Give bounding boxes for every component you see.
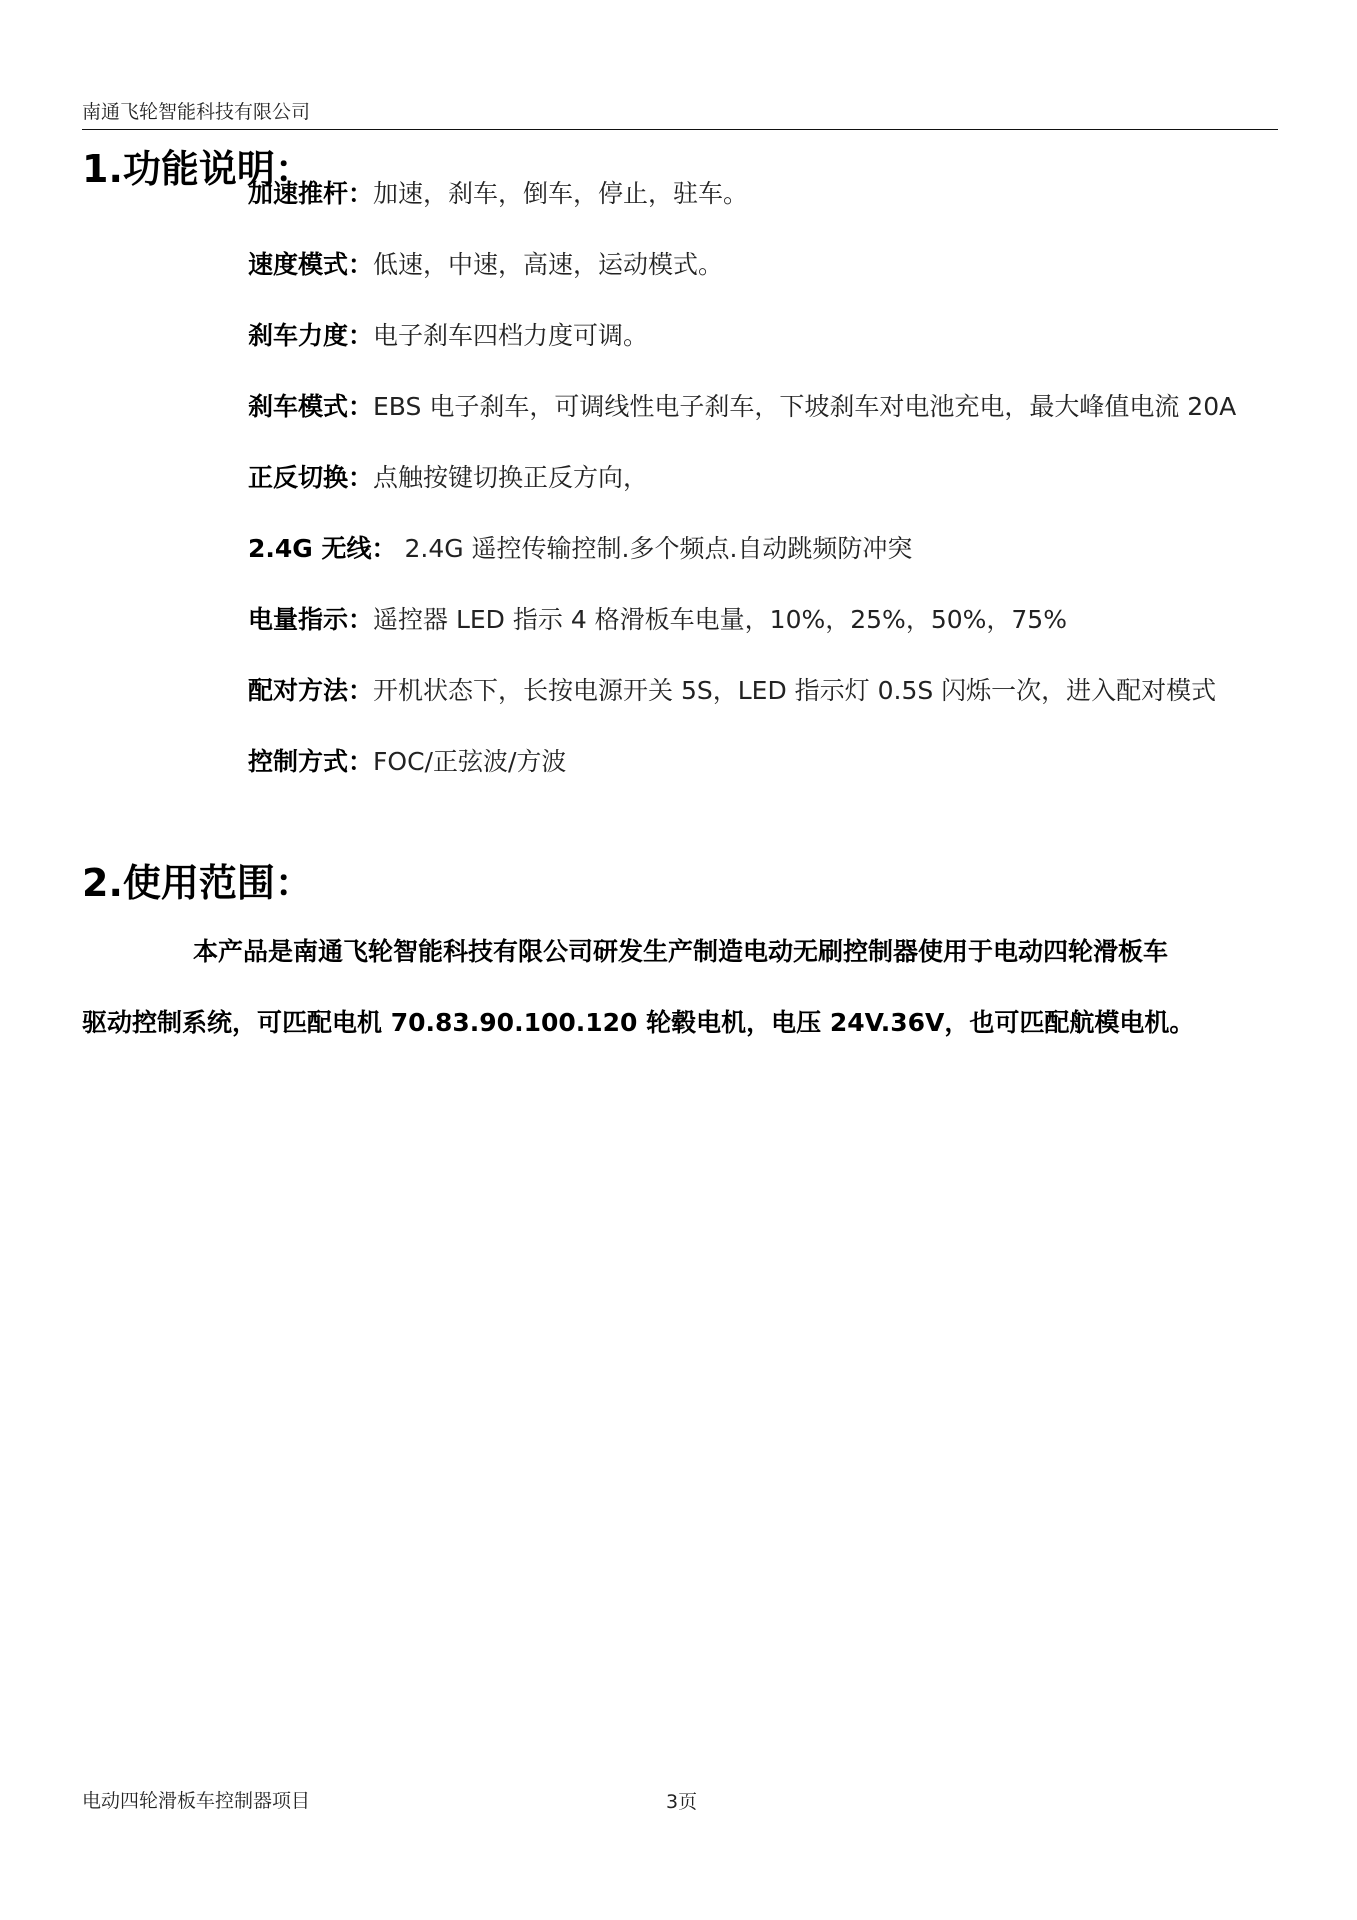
feature-row-accelerator [248,177,748,211]
feature-value: 电子刹车四档力度可调。 [373,321,649,350]
feature-value: 遥控器 LED 指示 4 格滑板车电量，10%，25%，50%，75% [373,605,1067,634]
feature-label: 速度模式： [248,250,374,279]
scope-paragraph-line-1: 本产品是南通飞轮智能科技有限公司研发生产制造电动无刷控制器使用于电动四轮滑板车 [193,937,1169,966]
scope-paragraph-line-2: 驱动控制系统，可匹配电机 70.83.90.100.120 轮毂电机，电压 24V.36V，也可匹配航模电机。 [82,1008,1195,1037]
header-divider [82,129,1278,130]
footer-project-name: 电动四轮滑板车控制器项目 [82,1790,311,1812]
feature-row-wireless [248,532,912,566]
feature-row-speed-mode [248,248,723,282]
feature-label: 控制方式： [248,747,374,776]
feature-value: FOC/正弦波/方波 [373,747,567,776]
feature-value: 加速，刹车，倒车，停止，驻车。 [373,179,749,208]
footer-page-number: 3页 [666,1791,698,1813]
feature-row-control-method [248,745,566,779]
feature-value: 2.4G 遥控传输控制.多个频点.自动跳频防冲突 [396,534,913,563]
feature-label: 正反切换： [248,463,374,492]
feature-label: 刹车力度： [248,321,374,350]
feature-label: 电量指示： [248,605,374,634]
feature-value: EBS 电子刹车，可调线性电子刹车，下坡刹车对电池充电，最大峰值电流 20A [373,392,1237,421]
feature-value: 点触按键切换正反方向， [373,463,649,492]
feature-label: 配对方法： [248,676,374,705]
feature-row-brake-force [248,319,648,353]
feature-label: 刹车模式： [248,392,374,421]
feature-value: 开机状态下，长按电源开关 5S，LED 指示灯 0.5S 闪烁一次，进入配对模式 [373,676,1217,705]
feature-label: 2.4G 无线： [248,534,397,563]
feature-row-brake-mode [248,390,1236,424]
feature-label: 加速推杆： [248,179,374,208]
feature-row-direction-switch [248,461,648,495]
section-heading-scope: 2.使用范围： [82,861,313,905]
feature-row-pairing [248,674,1216,708]
feature-value: 低速，中速，高速，运动模式。 [373,250,724,279]
section-heading-functions: 1.功能说明： [82,147,313,191]
feature-row-battery-indicator [248,603,1067,637]
header-company-name: 南通飞轮智能科技有限公司 [82,101,311,123]
